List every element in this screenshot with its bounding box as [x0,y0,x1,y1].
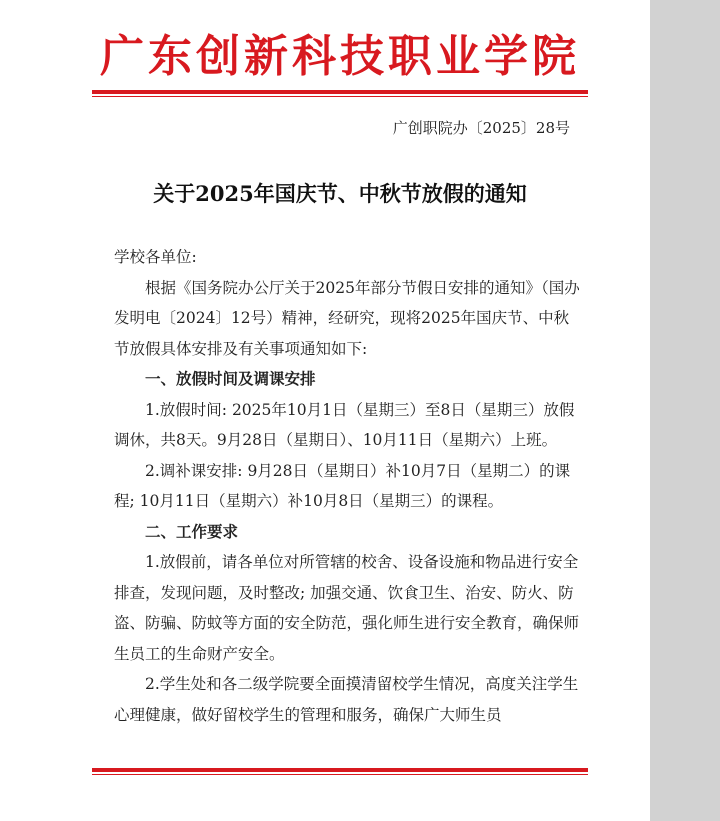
document-number: 广创职院办〔2025〕28号 [392,119,570,137]
header-rule-thick [92,90,588,94]
viewer-side-panel [650,0,720,821]
paragraph-1-1: 1.放假时间: 2025年10月1日（星期三）至8日（星期三）放假调休，共8天。9月28日（星期日）、10月11日（星期六）上班。 [114,400,575,449]
institution-header: 广东创新科技职业学院 [100,31,580,82]
footer-rule-thick [92,768,588,772]
intro-paragraph: 根据《国务院办公厅关于2025年部分节假日安排的通知》（国办发明电〔2024〕12号）精神，经研究，现将2025年国庆节、中秋节放假具体安排及有关事项通知如下: [114,278,580,358]
footer-rule-thin [92,774,588,775]
salutation: 学校各单位: [114,248,197,266]
paragraph-2-1: 1.放假前，请各单位对所管辖的校舍、设备设施和物品进行安全排查，发现问题，及时整改; 加强交通、饮食卫生、治安、防火、防盗、防骗、防蚊等方面的安全防范，强化师生进行安全教育，确保师生员工的生命财产安全。 [114,553,580,663]
section-heading-2: 二、工作要求 [145,521,239,541]
paragraph-1-2: 2.调补课安排: 9月28日（星期日）补10月7日（星期二）的课程; 10月11日（星期六）补10月8日（星期三）的课程。 [114,461,571,510]
document-body [114,242,584,730]
paragraph-2-2: 2.学生处和各二级学院要全面摸清留校学生情况，高度关注学生心理健康，做好留校学生的管理和服务，确保广大师生员 [114,675,579,724]
document-title: 关于2025年国庆节、中秋节放假的通知 [153,181,527,206]
header-rule-thin [92,96,588,97]
section-heading-1: 一、放假时间及调课安排 [145,369,316,388]
